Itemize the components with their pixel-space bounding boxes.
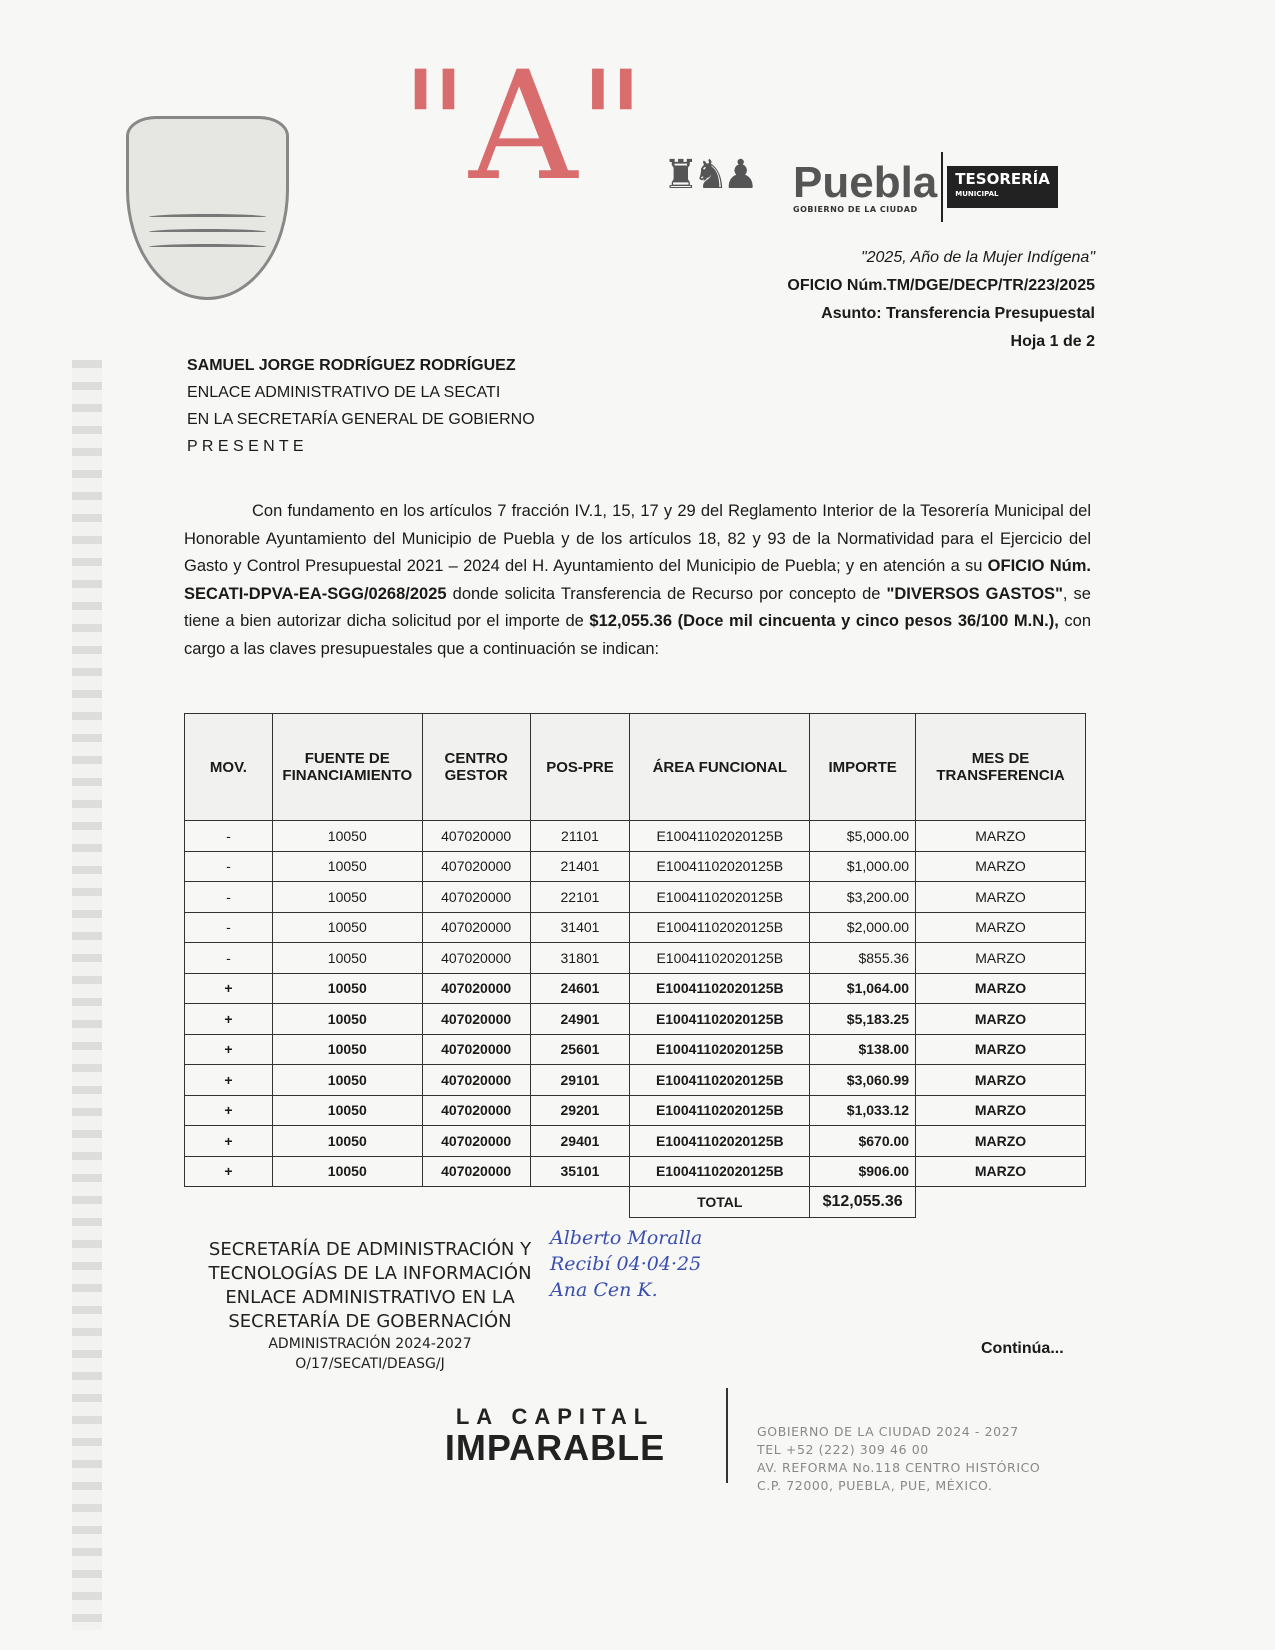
column-header: MOV. bbox=[185, 714, 273, 821]
table-cell: E10041102020125B bbox=[630, 1034, 810, 1065]
table-cell: $138.00 bbox=[810, 1034, 916, 1065]
table-cell: - bbox=[185, 851, 273, 882]
table-cell: 407020000 bbox=[422, 1156, 530, 1187]
column-header: IMPORTE bbox=[810, 714, 916, 821]
table-cell: 407020000 bbox=[422, 943, 530, 974]
table-cell: + bbox=[185, 1034, 273, 1065]
table-cell: 10050 bbox=[272, 1065, 422, 1096]
table-cell: + bbox=[185, 1004, 273, 1035]
table-cell: 10050 bbox=[272, 1004, 422, 1035]
tesoreria-badge: TESORERÍA MUNICIPAL bbox=[947, 166, 1058, 208]
table-cell: 10050 bbox=[272, 943, 422, 974]
table-row bbox=[185, 882, 1086, 913]
table-cell: $670.00 bbox=[810, 1126, 916, 1157]
column-header: CENTRO GESTOR bbox=[422, 714, 530, 821]
table-cell: 24601 bbox=[530, 973, 630, 1004]
total-row bbox=[185, 1187, 1086, 1218]
addressee-title: ENLACE ADMINISTRATIVO DE LA SECATI bbox=[187, 384, 501, 401]
table-cell: - bbox=[185, 912, 273, 943]
table-cell: $5,000.00 bbox=[810, 821, 916, 852]
table-cell: 407020000 bbox=[422, 912, 530, 943]
continues-label: Continúa... bbox=[981, 1340, 1064, 1357]
table-cell: MARZO bbox=[916, 1156, 1086, 1187]
table-cell: 10050 bbox=[272, 973, 422, 1004]
table-cell: 10050 bbox=[272, 1034, 422, 1065]
table-cell: 407020000 bbox=[422, 1004, 530, 1035]
table-cell: 35101 bbox=[530, 1156, 630, 1187]
body-paragraph: Con fundamento en los artículos 7 fracción IV.1, 15, 17 y 29 del Reglamento Interior de la Tesorería Municipal del Honorable Ayuntamiento del Municipio de Puebla y de los artículos 18, 82 y 93 de la Normatividad para el Ejercicio del Gasto y Control Presupuestal 2021 – 2024 del H. Ayuntamiento del Municipio de Puebla; y en atención a su OFICIO Núm. SECATI-DPVA-EA-SGG/0268/2025 donde solicita Transferencia de Recurso por concepto de "DIVERSOS GASTOS", se tiene a bien autorizar dicha solicitud por el importe de $12,055.36 (Doce mil cincuenta y cinco pesos 36/100 M.N.), con cargo a las claves presupuestales que a continuación se indican: bbox=[184, 502, 1092, 658]
table-cell: + bbox=[185, 1065, 273, 1096]
la-capital-logo: LA CAPITAL IMPARABLE bbox=[444, 1404, 666, 1468]
motto: "2025, Año de la Mujer Indígena" bbox=[860, 249, 1095, 266]
logo-text: Puebla bbox=[793, 157, 938, 207]
table-cell: MARZO bbox=[916, 912, 1086, 943]
table-cell: 29401 bbox=[530, 1126, 630, 1157]
table-cell: 407020000 bbox=[422, 1095, 530, 1126]
table-cell: 31801 bbox=[530, 943, 630, 974]
table-cell: + bbox=[185, 1126, 273, 1157]
table-cell: - bbox=[185, 943, 273, 974]
table-cell: + bbox=[185, 973, 273, 1004]
column-header: POS-PRE bbox=[530, 714, 630, 821]
table-cell: MARZO bbox=[916, 1004, 1086, 1035]
puebla-tesoreria-logo bbox=[663, 147, 1083, 227]
table-cell: 10050 bbox=[272, 882, 422, 913]
table-cell: 10050 bbox=[272, 1126, 422, 1157]
table-cell: - bbox=[185, 821, 273, 852]
table-cell: 10050 bbox=[272, 851, 422, 882]
table-cell: E10041102020125B bbox=[630, 973, 810, 1004]
table-row bbox=[185, 851, 1086, 882]
table-cell: MARZO bbox=[916, 821, 1086, 852]
table-row bbox=[185, 973, 1086, 1004]
addressee-dept: EN LA SECRETARÍA GENERAL DE GOBIERNO bbox=[187, 411, 535, 428]
presente: P R E S E N T E bbox=[187, 438, 304, 455]
footer-address: GOBIERNO DE LA CIUDAD 2024 - 2027 TEL +52 (222) 309 46 00 AV. REFORMA No.118 CENTRO HISTÓRICO C.P. 72000, PUEBLA, PUE, MÉXICO. bbox=[757, 1424, 1041, 1493]
table-cell: 31401 bbox=[530, 912, 630, 943]
table-cell: $1,000.00 bbox=[810, 851, 916, 882]
table-cell: MARZO bbox=[916, 1065, 1086, 1096]
decorative-border bbox=[72, 360, 102, 1630]
table-cell: $906.00 bbox=[810, 1156, 916, 1187]
addressee-name: SAMUEL JORGE RODRÍGUEZ RODRÍGUEZ bbox=[187, 357, 516, 374]
column-header: ÁREA FUNCIONAL bbox=[630, 714, 810, 821]
table-cell: 10050 bbox=[272, 912, 422, 943]
table-cell: 22101 bbox=[530, 882, 630, 913]
table-cell: 29101 bbox=[530, 1065, 630, 1096]
table-cell: 407020000 bbox=[422, 851, 530, 882]
table-cell: E10041102020125B bbox=[630, 821, 810, 852]
table-cell: 407020000 bbox=[422, 1126, 530, 1157]
table-cell: 21401 bbox=[530, 851, 630, 882]
table-row bbox=[185, 1034, 1086, 1065]
table-row bbox=[185, 821, 1086, 852]
table-cell: MARZO bbox=[916, 973, 1086, 1004]
table-cell: 407020000 bbox=[422, 821, 530, 852]
table-cell: E10041102020125B bbox=[630, 1065, 810, 1096]
table-row bbox=[185, 1004, 1086, 1035]
table-cell: MARZO bbox=[916, 851, 1086, 882]
table-cell: $855.36 bbox=[810, 943, 916, 974]
table-cell: E10041102020125B bbox=[630, 1126, 810, 1157]
table-cell: MARZO bbox=[916, 882, 1086, 913]
total-label: TOTAL bbox=[630, 1187, 810, 1218]
table-cell: E10041102020125B bbox=[630, 1156, 810, 1187]
table-row bbox=[185, 912, 1086, 943]
table-cell: 407020000 bbox=[422, 973, 530, 1004]
reception-stamp: SECRETARÍA DE ADMINISTRACIÓN Y TECNOLOGÍAS DE LA INFORMACIÓN ENLACE ADMINISTRATIVO EN LA SECRETARÍA DE GOBERNACIÓN ADMINISTRACIÓN 2024-2027 O/17/SECATI/DEASG/J bbox=[208, 1239, 532, 1372]
table-cell: E10041102020125B bbox=[630, 1004, 810, 1035]
table-row bbox=[185, 1095, 1086, 1126]
table-cell: 29201 bbox=[530, 1095, 630, 1126]
red-handwritten-annotation: "A" bbox=[400, 40, 647, 214]
addressee bbox=[187, 352, 535, 460]
table-cell: MARZO bbox=[916, 1034, 1086, 1065]
table-cell: 25601 bbox=[530, 1034, 630, 1065]
table-cell: 24901 bbox=[530, 1004, 630, 1035]
table-cell: E10041102020125B bbox=[630, 943, 810, 974]
table-cell: MARZO bbox=[916, 1095, 1086, 1126]
handwritten-receipt: Alberto Moralla Recibí 04·04·25 Ana Cen K. bbox=[550, 1227, 703, 1301]
document-header bbox=[787, 244, 1095, 356]
table-cell: E10041102020125B bbox=[630, 1095, 810, 1126]
budget-transfer-table bbox=[184, 713, 1086, 1218]
table-cell: MARZO bbox=[916, 943, 1086, 974]
table-cell: E10041102020125B bbox=[630, 912, 810, 943]
table-cell: 407020000 bbox=[422, 1065, 530, 1096]
table-cell: 10050 bbox=[272, 821, 422, 852]
table-row bbox=[185, 1156, 1086, 1187]
table-cell: $1,064.00 bbox=[810, 973, 916, 1004]
table-cell: $1,033.12 bbox=[810, 1095, 916, 1126]
table-cell: 10050 bbox=[272, 1156, 422, 1187]
column-header: MES DE TRANSFERENCIA bbox=[916, 714, 1086, 821]
table-cell: + bbox=[185, 1156, 273, 1187]
table-cell: 407020000 bbox=[422, 882, 530, 913]
table-cell: $3,200.00 bbox=[810, 882, 916, 913]
city-seal bbox=[126, 116, 289, 300]
table-cell: E10041102020125B bbox=[630, 851, 810, 882]
oficio-number: OFICIO Núm.TM/DGE/DECP/TR/223/2025 bbox=[787, 277, 1095, 294]
table-cell: 407020000 bbox=[422, 1034, 530, 1065]
table-cell: $5,183.25 bbox=[810, 1004, 916, 1035]
table-row bbox=[185, 1065, 1086, 1096]
table-cell: E10041102020125B bbox=[630, 882, 810, 913]
table-cell: MARZO bbox=[916, 1126, 1086, 1157]
table-cell: $3,060.99 bbox=[810, 1065, 916, 1096]
emblem-icon: ♜♞♟ bbox=[663, 152, 753, 198]
table-cell: 10050 bbox=[272, 1095, 422, 1126]
divider bbox=[726, 1388, 728, 1483]
column-header: FUENTE DE FINANCIAMIENTO bbox=[272, 714, 422, 821]
table-cell: $2,000.00 bbox=[810, 912, 916, 943]
table-row bbox=[185, 943, 1086, 974]
table-cell: 21101 bbox=[530, 821, 630, 852]
table-cell: - bbox=[185, 882, 273, 913]
subject: Asunto: Transferencia Presupuestal bbox=[821, 305, 1095, 322]
total-value: $12,055.36 bbox=[810, 1187, 916, 1218]
page-indicator: Hoja 1 de 2 bbox=[1010, 333, 1095, 350]
table-cell: + bbox=[185, 1095, 273, 1126]
logo-subtitle: GOBIERNO DE LA CIUDAD bbox=[793, 204, 918, 214]
table-row bbox=[185, 1126, 1086, 1157]
